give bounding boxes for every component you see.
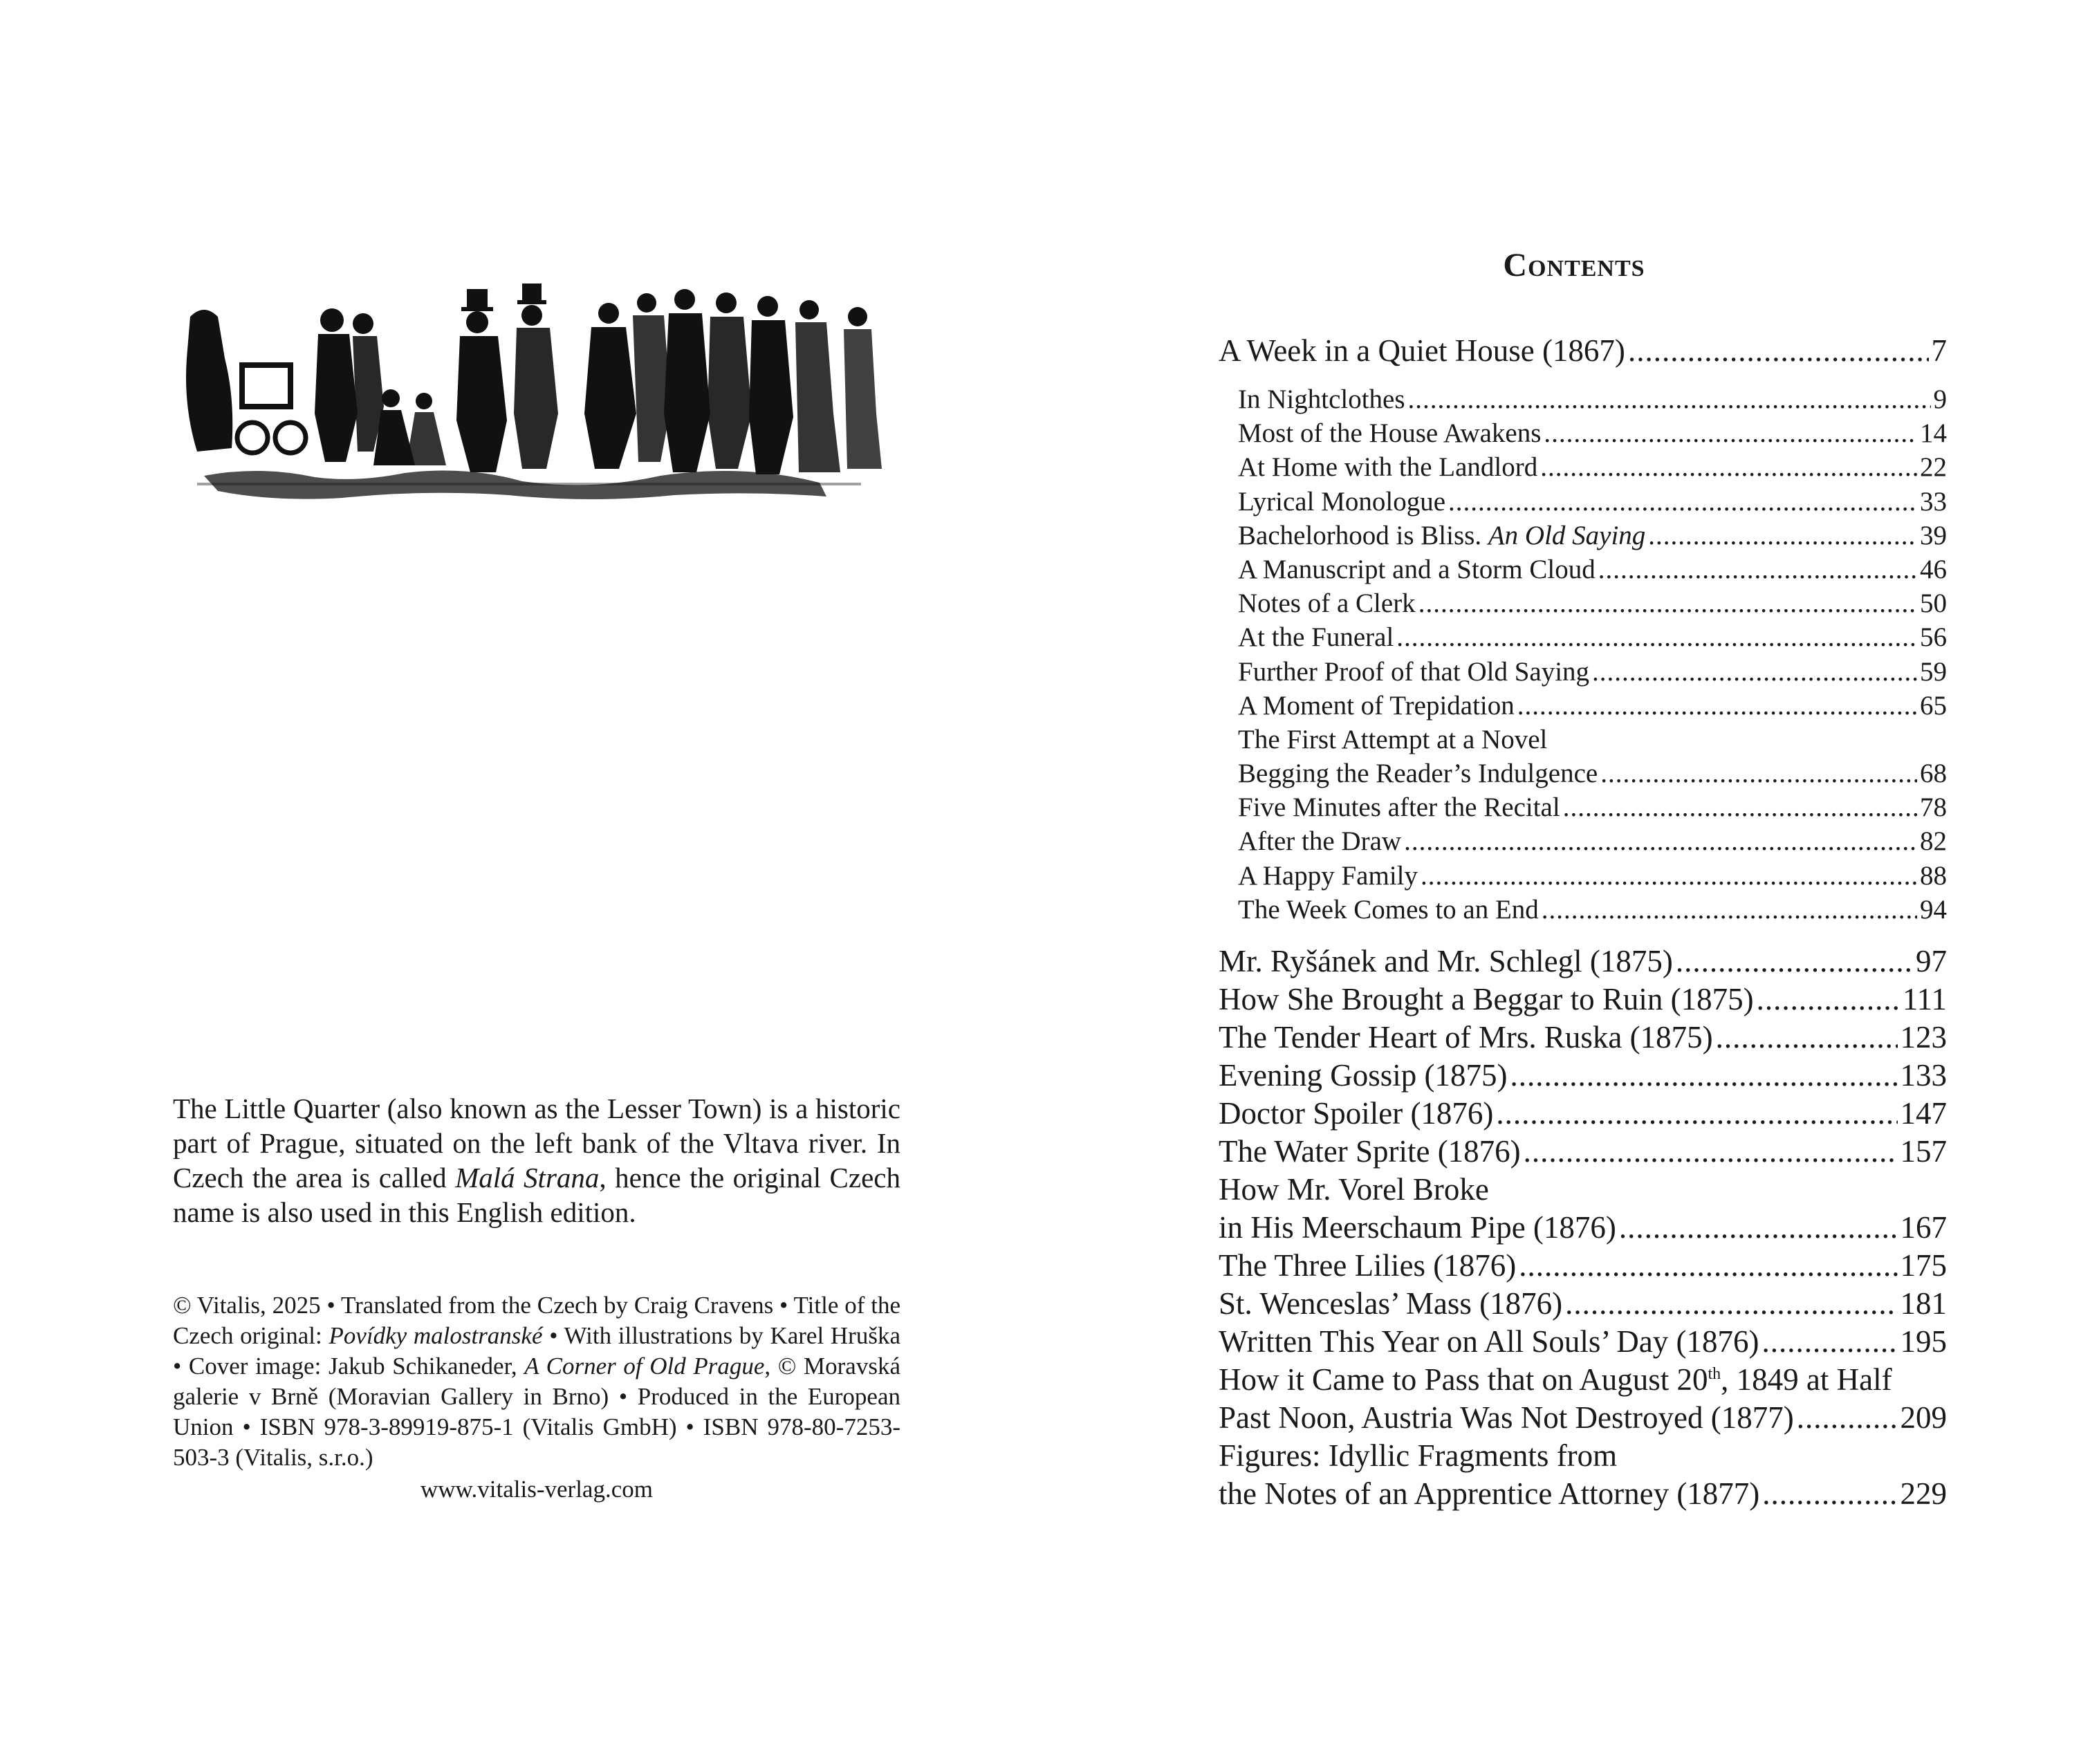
toc-entry-title bbox=[1219, 1247, 1516, 1285]
dot-leader bbox=[1448, 485, 1917, 519]
toc-entry-title-text: The Water Sprite (1876) bbox=[1219, 1134, 1521, 1169]
toc-entry-title-text: Notes of a Clerk bbox=[1238, 588, 1416, 619]
dot-leader bbox=[1716, 1019, 1898, 1057]
toc-entry[interactable] bbox=[1219, 1171, 1947, 1209]
toc-entry-page: 59 bbox=[1920, 656, 1947, 687]
toc-chapter-list bbox=[1238, 382, 1947, 927]
toc-entry-page: 22 bbox=[1920, 452, 1947, 483]
toc-entry-title-text: After the Draw bbox=[1238, 826, 1402, 857]
toc-entry-title-text: Bachelorhood is Bliss. bbox=[1238, 520, 1488, 550]
toc-entry[interactable] bbox=[1219, 1133, 1947, 1171]
dot-leader bbox=[1418, 586, 1917, 620]
toc-entry-title bbox=[1219, 1095, 1493, 1133]
dot-leader bbox=[1592, 655, 1917, 689]
toc-entry[interactable] bbox=[1238, 723, 1947, 756]
dot-leader bbox=[1510, 1057, 1897, 1095]
toc-entry-title bbox=[1238, 790, 1560, 824]
toc-entry-title bbox=[1238, 382, 1405, 416]
toc-entry[interactable] bbox=[1219, 981, 1947, 1019]
toc-entry[interactable] bbox=[1219, 1361, 1947, 1399]
toc-entry-title bbox=[1238, 416, 1541, 450]
toc-entry[interactable] bbox=[1219, 1285, 1947, 1323]
toc-entry[interactable] bbox=[1219, 1209, 1947, 1247]
toc-entry[interactable] bbox=[1238, 756, 1947, 790]
toc-entry-page: 111 bbox=[1902, 982, 1947, 1016]
toc-entry-title bbox=[1219, 1437, 1617, 1475]
toc-entry-page: 97 bbox=[1916, 944, 1947, 978]
toc-entry[interactable] bbox=[1238, 450, 1947, 484]
toc-entry-title-text: Written This Year on All Souls’ Day (1876) bbox=[1219, 1324, 1759, 1359]
toc-entry-title bbox=[1238, 450, 1537, 484]
left-page bbox=[0, 0, 1049, 1764]
dot-leader bbox=[1542, 893, 1917, 927]
toc-entry-title bbox=[1238, 723, 1547, 756]
toc-entry[interactable] bbox=[1219, 332, 1947, 370]
toc-entry-title-text: The First Attempt at a Novel bbox=[1238, 724, 1548, 754]
toc-entry-page: 14 bbox=[1920, 418, 1947, 449]
toc-entry-title-text: How it Came to Pass that on August 20 bbox=[1219, 1362, 1708, 1397]
dot-leader bbox=[1517, 689, 1917, 723]
toc-entry-title-text: A Moment of Trepidation bbox=[1238, 690, 1515, 721]
toc-entry-title-text: St. Wenceslas’ Mass (1876) bbox=[1219, 1286, 1563, 1321]
note-text-1: The Little Quarter (also known as the Lesser Town) is a historic part of Prague, situated on the left bank of the Vltava river. In Czech the area is called bbox=[173, 1093, 900, 1194]
toc-first-story bbox=[1219, 332, 1947, 370]
toc-entry-title-text: A Happy Family bbox=[1238, 860, 1418, 891]
dot-leader bbox=[1600, 756, 1917, 790]
toc-entry-page: 78 bbox=[1920, 792, 1947, 823]
toc-entry-title-text: in His Meerschaum Pipe (1876) bbox=[1219, 1210, 1616, 1245]
toc-entry-title bbox=[1219, 1323, 1759, 1361]
toc-entry-page: 65 bbox=[1920, 690, 1947, 721]
toc-entry-page: 39 bbox=[1920, 520, 1947, 550]
toc-entry[interactable] bbox=[1238, 655, 1947, 689]
dot-leader bbox=[1408, 382, 1931, 416]
note-italic-term: Malá Strana bbox=[455, 1162, 600, 1194]
toc-entry[interactable] bbox=[1238, 620, 1947, 654]
toc-entry-page: 209 bbox=[1900, 1400, 1947, 1435]
toc-entry-title-text: The Three Lilies (1876) bbox=[1219, 1248, 1517, 1283]
toc-entry[interactable] bbox=[1238, 553, 1947, 586]
toc-entry-italic: An Old Saying bbox=[1488, 520, 1646, 550]
toc-entry-title bbox=[1238, 519, 1645, 553]
toc-entry-title-text: Doctor Spoiler (1876) bbox=[1219, 1096, 1494, 1131]
dot-leader bbox=[1544, 416, 1917, 450]
dot-leader bbox=[1762, 1475, 1897, 1513]
toc-entry-page: 7 bbox=[1931, 333, 1947, 368]
toc-entry-page: 167 bbox=[1900, 1210, 1947, 1245]
imprint-text-3: , © Moravská galerie v Brně (Moravian Gallery in Brno) • Produced in the European Union • ISBN 978-3-89919-875-1 (Vitalis GmbH) • ISBN 978-80-7253-503-3 (Vitalis, s.r.o.) bbox=[173, 1353, 900, 1471]
toc-entry-page: 50 bbox=[1920, 588, 1947, 619]
toc-entry[interactable] bbox=[1219, 1057, 1947, 1095]
toc-entry-title-text: How Mr. Vorel Broke bbox=[1219, 1172, 1489, 1207]
little-quarter-note bbox=[173, 1091, 900, 1229]
toc-entry[interactable] bbox=[1238, 859, 1947, 893]
toc-entry-title bbox=[1238, 824, 1401, 858]
toc-entry[interactable] bbox=[1238, 382, 1947, 416]
toc-entry-title bbox=[1219, 1209, 1616, 1247]
toc-entry[interactable] bbox=[1238, 586, 1947, 620]
dot-leader bbox=[1524, 1133, 1898, 1171]
toc-entry-page: 56 bbox=[1920, 622, 1947, 653]
toc-entry-title-text: In Nightclothes bbox=[1238, 384, 1405, 414]
toc-entry-title bbox=[1238, 655, 1589, 689]
toc-entry-page: 133 bbox=[1900, 1058, 1947, 1093]
toc-entry[interactable] bbox=[1219, 943, 1947, 981]
publisher-url: www.vitalis-verlag.com bbox=[420, 1476, 653, 1503]
imprint bbox=[173, 1290, 900, 1473]
toc-entry[interactable] bbox=[1238, 689, 1947, 723]
imprint-text-2: • With illustrations by Karel Hruška • Cover image: Jakub Schikaneder, bbox=[173, 1322, 900, 1380]
toc-entry-title bbox=[1219, 943, 1673, 981]
toc-entry-title bbox=[1219, 981, 1754, 1019]
toc-entry-page: 229 bbox=[1900, 1476, 1947, 1511]
dot-leader bbox=[1396, 620, 1917, 654]
toc-entry-page: 157 bbox=[1900, 1134, 1947, 1169]
dot-leader bbox=[1563, 790, 1917, 824]
toc-entry[interactable] bbox=[1238, 519, 1947, 553]
imprint-italic-2: A Corner of Old Prague bbox=[524, 1353, 765, 1380]
toc-entry-title bbox=[1219, 1133, 1521, 1171]
toc-entry[interactable] bbox=[1219, 1475, 1947, 1513]
toc-entry[interactable] bbox=[1238, 893, 1947, 927]
dot-leader bbox=[1598, 553, 1917, 586]
right-page bbox=[1049, 0, 2099, 1764]
dot-leader bbox=[1421, 859, 1917, 893]
toc-entry[interactable] bbox=[1219, 1095, 1947, 1133]
toc-entry-page: 68 bbox=[1920, 759, 1947, 789]
toc-entry-title-text: Five Minutes after the Recital bbox=[1238, 792, 1560, 823]
toc-entry-title-text: Most of the House Awakens bbox=[1238, 418, 1542, 449]
toc-story-list bbox=[1219, 943, 1947, 1513]
toc-entry-page: 82 bbox=[1920, 826, 1947, 857]
toc-entry[interactable] bbox=[1238, 416, 1947, 450]
toc-entry-title bbox=[1238, 689, 1515, 723]
toc-entry-title-continued: , 1849 at Half bbox=[1721, 1362, 1892, 1397]
toc-entry-title bbox=[1219, 1399, 1794, 1437]
toc-entry-page: 33 bbox=[1920, 486, 1947, 517]
toc-entry-title bbox=[1238, 756, 1598, 790]
toc-entry-title-text: Begging the Reader’s Indulgence bbox=[1238, 759, 1598, 789]
toc-entry-page: 175 bbox=[1900, 1248, 1947, 1283]
toc-entry[interactable] bbox=[1219, 1437, 1947, 1475]
toc-entry-page: 195 bbox=[1900, 1324, 1947, 1359]
crowd-illustration bbox=[176, 275, 892, 510]
toc-entry-page: 9 bbox=[1933, 384, 1947, 414]
toc-entry-title-text: How She Brought a Beggar to Ruin (1875) bbox=[1219, 982, 1754, 1016]
toc-entry-title-text: At Home with the Landlord bbox=[1238, 452, 1538, 483]
dot-leader bbox=[1519, 1247, 1897, 1285]
toc-entry-title bbox=[1219, 1171, 1489, 1209]
dot-leader bbox=[1676, 943, 1913, 981]
toc-entry-superscript: th bbox=[1708, 1365, 1721, 1383]
toc-entry-page: 181 bbox=[1900, 1286, 1947, 1321]
toc-entry-title-text: the Notes of an Apprentice Attorney (1877) bbox=[1219, 1476, 1760, 1511]
toc-entry-page: 88 bbox=[1920, 860, 1947, 891]
toc-entry[interactable] bbox=[1219, 1399, 1947, 1437]
toc-entry-title bbox=[1238, 485, 1445, 519]
dot-leader bbox=[1648, 519, 1917, 553]
toc-entry-title-text: Lyrical Monologue bbox=[1238, 486, 1446, 517]
toc-entry-title-text: At the Funeral bbox=[1238, 622, 1394, 653]
dot-leader bbox=[1628, 332, 1929, 370]
toc-entry-title bbox=[1238, 586, 1416, 620]
dot-leader bbox=[1565, 1285, 1897, 1323]
toc-entry-title-text: The Week Comes to an End bbox=[1238, 894, 1539, 925]
toc-entry-title-text: Evening Gossip (1875) bbox=[1219, 1058, 1508, 1093]
imprint-italic-1: Povídky malostranské bbox=[329, 1322, 543, 1349]
dot-leader bbox=[1762, 1323, 1897, 1361]
note-text-2: , hence the original Czech name is also used in this English edition. bbox=[173, 1162, 900, 1228]
toc-entry[interactable] bbox=[1219, 1019, 1947, 1057]
toc-entry-title-text: The Tender Heart of Mrs. Ruska (1875) bbox=[1219, 1020, 1713, 1055]
toc-entry-page: 147 bbox=[1900, 1096, 1947, 1131]
imprint-text-1: © Vitalis, 2025 • Translated from the Czech by Craig Cravens • Title of the Czech original: bbox=[173, 1292, 900, 1349]
dot-leader bbox=[1797, 1399, 1898, 1437]
toc-entry-title-text: Further Proof of that Old Saying bbox=[1238, 656, 1590, 687]
toc-entry[interactable] bbox=[1238, 485, 1947, 519]
toc-entry-title bbox=[1219, 1361, 1892, 1399]
toc-entry-title bbox=[1219, 1019, 1713, 1057]
toc-entry-title-text: Past Noon, Austria Was Not Destroyed (1877) bbox=[1219, 1400, 1794, 1435]
toc-entry-title bbox=[1219, 1285, 1562, 1323]
toc-entry-title-text: Figures: Idyllic Fragments from bbox=[1219, 1438, 1618, 1473]
toc-entry[interactable] bbox=[1219, 1323, 1947, 1361]
contents-heading: Contents bbox=[1503, 247, 1645, 284]
dot-leader bbox=[1540, 450, 1917, 484]
toc-entry[interactable] bbox=[1219, 1247, 1947, 1285]
toc-entry-title bbox=[1238, 620, 1394, 654]
toc-entry-title bbox=[1238, 553, 1596, 586]
toc-entry-page: 94 bbox=[1920, 894, 1947, 925]
dot-leader bbox=[1404, 824, 1917, 858]
toc-entry[interactable] bbox=[1238, 824, 1947, 858]
toc-entry-title bbox=[1238, 893, 1539, 927]
toc-entry-title-text: A Manuscript and a Storm Cloud bbox=[1238, 554, 1596, 584]
dot-leader bbox=[1619, 1209, 1898, 1247]
toc-entry[interactable] bbox=[1238, 790, 1947, 824]
toc-entry-page: 123 bbox=[1900, 1020, 1947, 1055]
toc-entry-title bbox=[1219, 1057, 1507, 1095]
toc-entry-title bbox=[1238, 859, 1418, 893]
toc-entry-title: A Week in a Quiet House (1867) bbox=[1219, 333, 1625, 368]
dot-leader bbox=[1757, 981, 1900, 1019]
toc-entry-page: 46 bbox=[1920, 554, 1947, 584]
dot-leader bbox=[1496, 1095, 1897, 1133]
toc-entry-title bbox=[1219, 1475, 1759, 1513]
toc-entry-title-text: Mr. Ryšánek and Mr. Schlegl (1875) bbox=[1219, 944, 1673, 978]
